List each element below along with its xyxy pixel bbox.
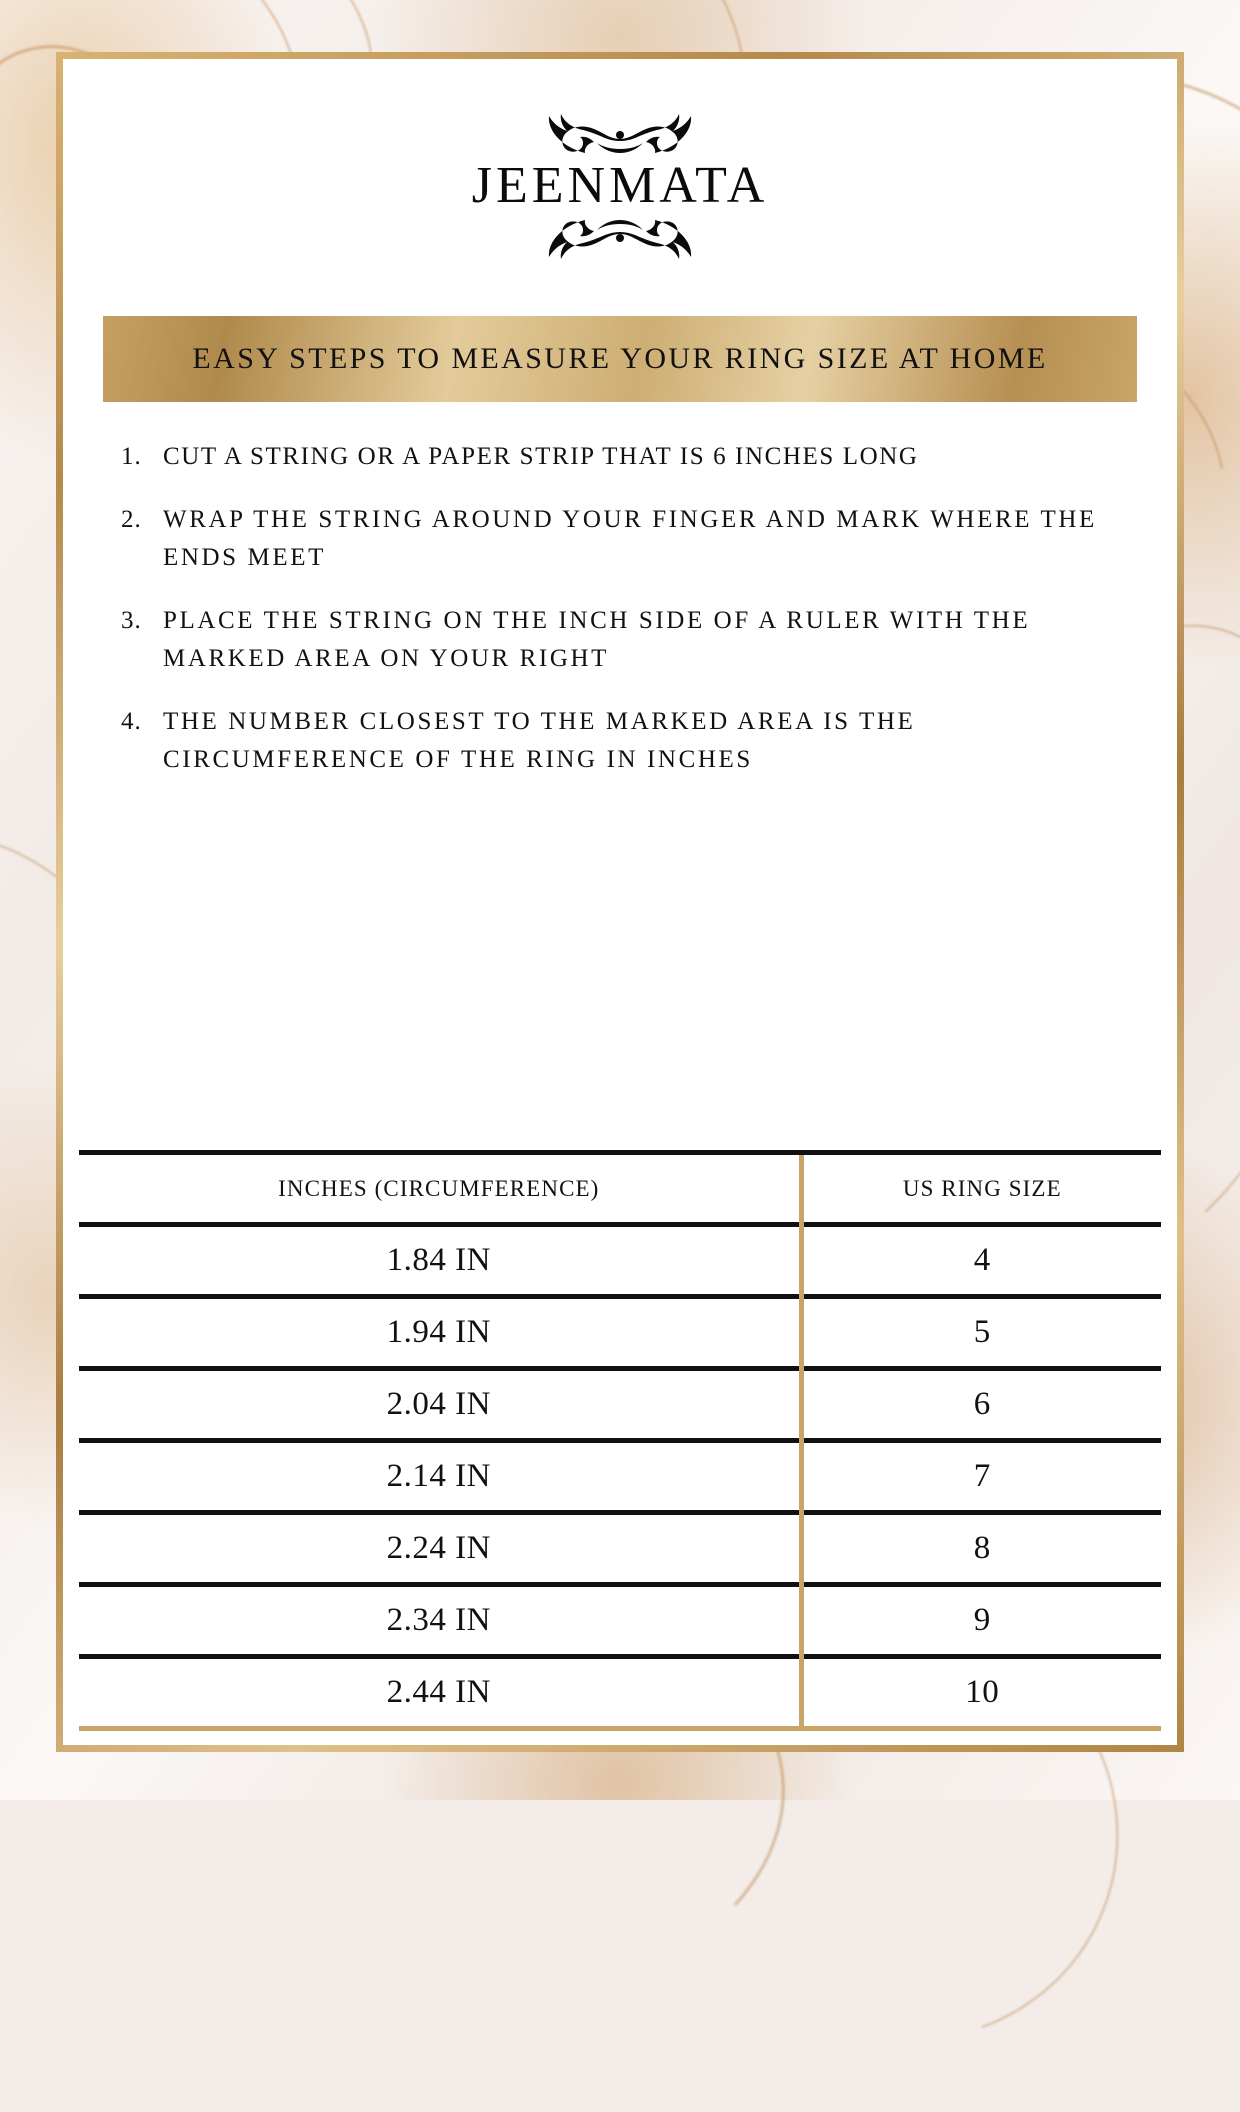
list-item <box>109 438 1131 476</box>
step-number: 3. <box>121 607 142 635</box>
table-row <box>79 1225 1161 1297</box>
section-heading-text: EASY STEPS TO MEASURE YOUR RING SIZE AT HOME <box>192 341 1048 375</box>
cell-us-size: 6 <box>801 1369 1161 1441</box>
cell-inches: 2.44 IN <box>79 1657 801 1729</box>
step-number: 2. <box>121 506 142 534</box>
ornamental-flourish-top-icon <box>475 99 765 157</box>
brand-name: JEENMATA <box>471 157 769 214</box>
cell-inches: 2.14 IN <box>79 1441 801 1513</box>
table-row <box>79 1657 1161 1729</box>
list-item <box>109 703 1131 778</box>
step-number: 4. <box>121 708 142 736</box>
cell-us-size: 7 <box>801 1441 1161 1513</box>
steps-list <box>109 438 1131 779</box>
cell-inches: 2.24 IN <box>79 1513 801 1585</box>
cell-us-size: 9 <box>801 1585 1161 1657</box>
table-row <box>79 1441 1161 1513</box>
step-text: CUT A STRING OR A PAPER STRIP THAT IS 6 INCHES LONG <box>163 442 919 470</box>
list-item <box>109 602 1131 677</box>
step-text: PLACE THE STRING ON THE INCH SIDE OF A RULER WITH THE MARKED AREA ON YOUR RIGHT <box>163 607 1031 672</box>
cell-inches: 1.94 IN <box>79 1297 801 1369</box>
table-row <box>79 1513 1161 1585</box>
table-row <box>79 1369 1161 1441</box>
column-header-inches: INCHES (CIRCUMFERENCE) <box>79 1153 801 1225</box>
cell-us-size: 10 <box>801 1657 1161 1729</box>
ornamental-flourish-bottom-icon <box>475 216 765 274</box>
cell-inches: 1.84 IN <box>79 1225 801 1297</box>
ring-size-guide-card <box>56 52 1184 1752</box>
column-header-us-ring-size: US RING SIZE <box>801 1153 1161 1225</box>
cell-inches: 2.04 IN <box>79 1369 801 1441</box>
cell-us-size: 8 <box>801 1513 1161 1585</box>
table-header-row <box>79 1153 1161 1225</box>
section-heading-bar <box>103 316 1137 402</box>
table-row <box>79 1297 1161 1369</box>
cell-us-size: 4 <box>801 1225 1161 1297</box>
brand-logo <box>63 59 1177 274</box>
step-number: 1. <box>121 442 142 470</box>
step-text: THE NUMBER CLOSEST TO THE MARKED AREA IS THE CIRCUMFERENCE OF THE RING IN INCHES <box>163 708 916 773</box>
table-row <box>79 1585 1161 1657</box>
cell-us-size: 5 <box>801 1297 1161 1369</box>
step-text: WRAP THE STRING AROUND YOUR FINGER AND MARK WHERE THE ENDS MEET <box>163 506 1097 571</box>
cell-inches: 2.34 IN <box>79 1585 801 1657</box>
ring-size-table <box>79 1150 1161 1731</box>
list-item <box>109 501 1131 576</box>
